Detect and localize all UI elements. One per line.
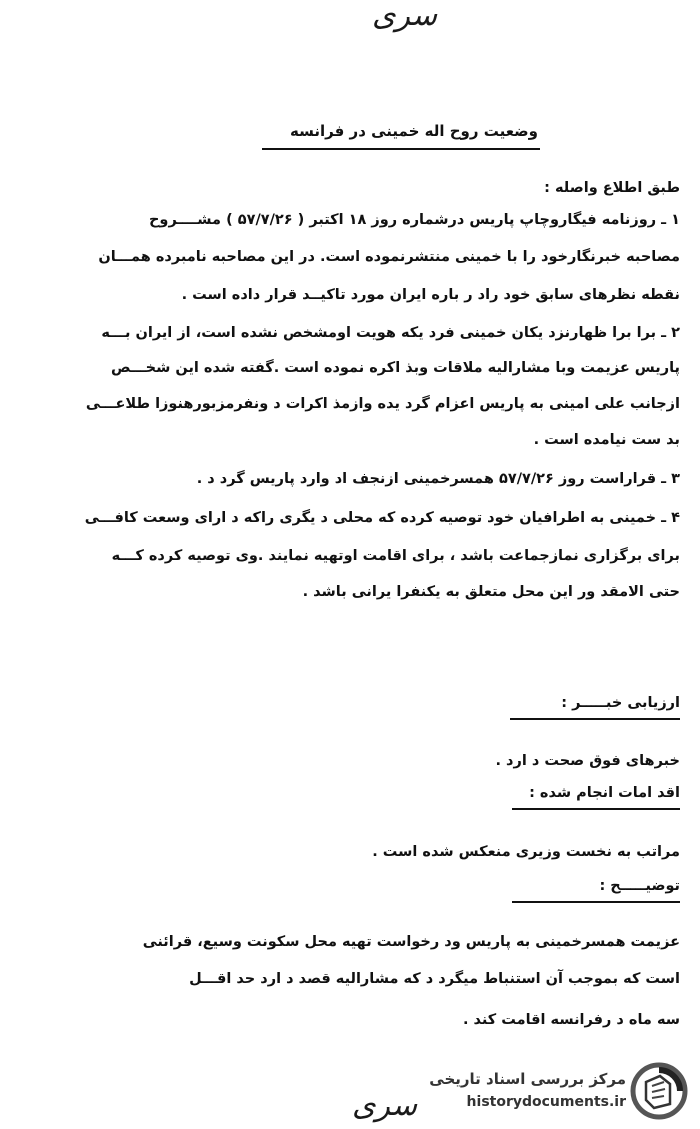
explanation-line-1: عزیمت همسرخمینی به پاریس ود رخواست تهیه محل سکونت وسیع، قرائنی xyxy=(142,934,680,950)
item-3-line-1: ۳ ـ قراراست روز ۵۷/۷/۲۶ همسرخمینی ازنجف اد وارد پاریس گرد د . xyxy=(196,471,680,487)
explanation-line-2: است که بموجب آن استنباط میگرد د که مشارالیه قصد د ارد حد اقـــل xyxy=(189,971,680,987)
watermark-url: historydocuments.ir xyxy=(466,1094,626,1110)
evaluation-heading-underline xyxy=(510,718,680,720)
classification-mark-bottom: سری xyxy=(352,1088,418,1123)
watermark-name: مرکز بررسی اسناد تاریخی xyxy=(429,1070,626,1088)
actions-text: مراتب به نخست وزیری منعکس شده است . xyxy=(372,844,680,860)
actions-heading-underline xyxy=(512,808,680,810)
intro-text: طبق اطلاع واصله : xyxy=(544,180,680,196)
item-4-line-3: حتی الامقد ور این محل متعلق به یکنفرا یرانی باشد . xyxy=(302,584,680,600)
item-1-line-3: نقطه نظرهای سابق خود راد ر باره ایران مورد تاکیــد قرار داده است . xyxy=(181,287,680,303)
item-1-line-2: مصاحبه خبرنگارخود را با خمینی منتشرنموده است. در این مصاحبه نامبرده همـــان xyxy=(98,249,680,265)
item-2-line-4: بد ست نیامده است . xyxy=(533,432,680,448)
actions-heading: اقد امات انجام شده : xyxy=(529,785,680,801)
title-underline xyxy=(262,148,540,150)
item-4-line-2: برای برگزاری نمازجماعت باشد ، برای اقامت اوتهیه نمایند .وی توصیه کرده کـــه xyxy=(111,548,680,564)
evaluation-heading: ارزیابی خبـــــر : xyxy=(561,695,680,711)
explanation-heading-underline xyxy=(512,901,680,903)
evaluation-text: خبرهای فوق صحت د ارد . xyxy=(495,753,680,769)
item-1-line-1: ۱ ـ روزنامه فیگاروچاپ پاریس درشماره روز ۱۸ اکتبر ( ۵۷/۷/۲۶ ) مشــــروح xyxy=(148,212,680,228)
item-4-line-1: ۴ ـ خمینی به اطرافیان خود توصیه کرده که محلی د یگری راکه د ارای وسعت کافـــی xyxy=(84,510,680,526)
explanation-heading: توضیـــــح : xyxy=(599,878,680,894)
classification-mark-top: سری xyxy=(372,0,438,33)
item-2-line-1: ۲ ـ برا برا ظهارنزد یکان خمینی فرد یکه هویت اومشخص نشده است، از ایران بـــه xyxy=(101,325,680,341)
document-title: وضعیت روح اله خمینی در فرانسه xyxy=(290,122,538,140)
explanation-line-3: سه ماه د رفرانسه اقامت کند . xyxy=(462,1012,680,1028)
document-center-logo-icon xyxy=(630,1062,688,1120)
archive-watermark xyxy=(398,1058,694,1124)
item-2-line-2: پاریس عزیمت وبا مشارالیه ملاقات وبذ اکره نموده است .گفته شده این شخـــص xyxy=(110,360,680,376)
item-2-line-3: ازجانب علی امینی به پاریس اعزام گرد یده وازمذ اکرات د ونفرمزبورهنوزا طلاعـــی xyxy=(85,396,680,412)
